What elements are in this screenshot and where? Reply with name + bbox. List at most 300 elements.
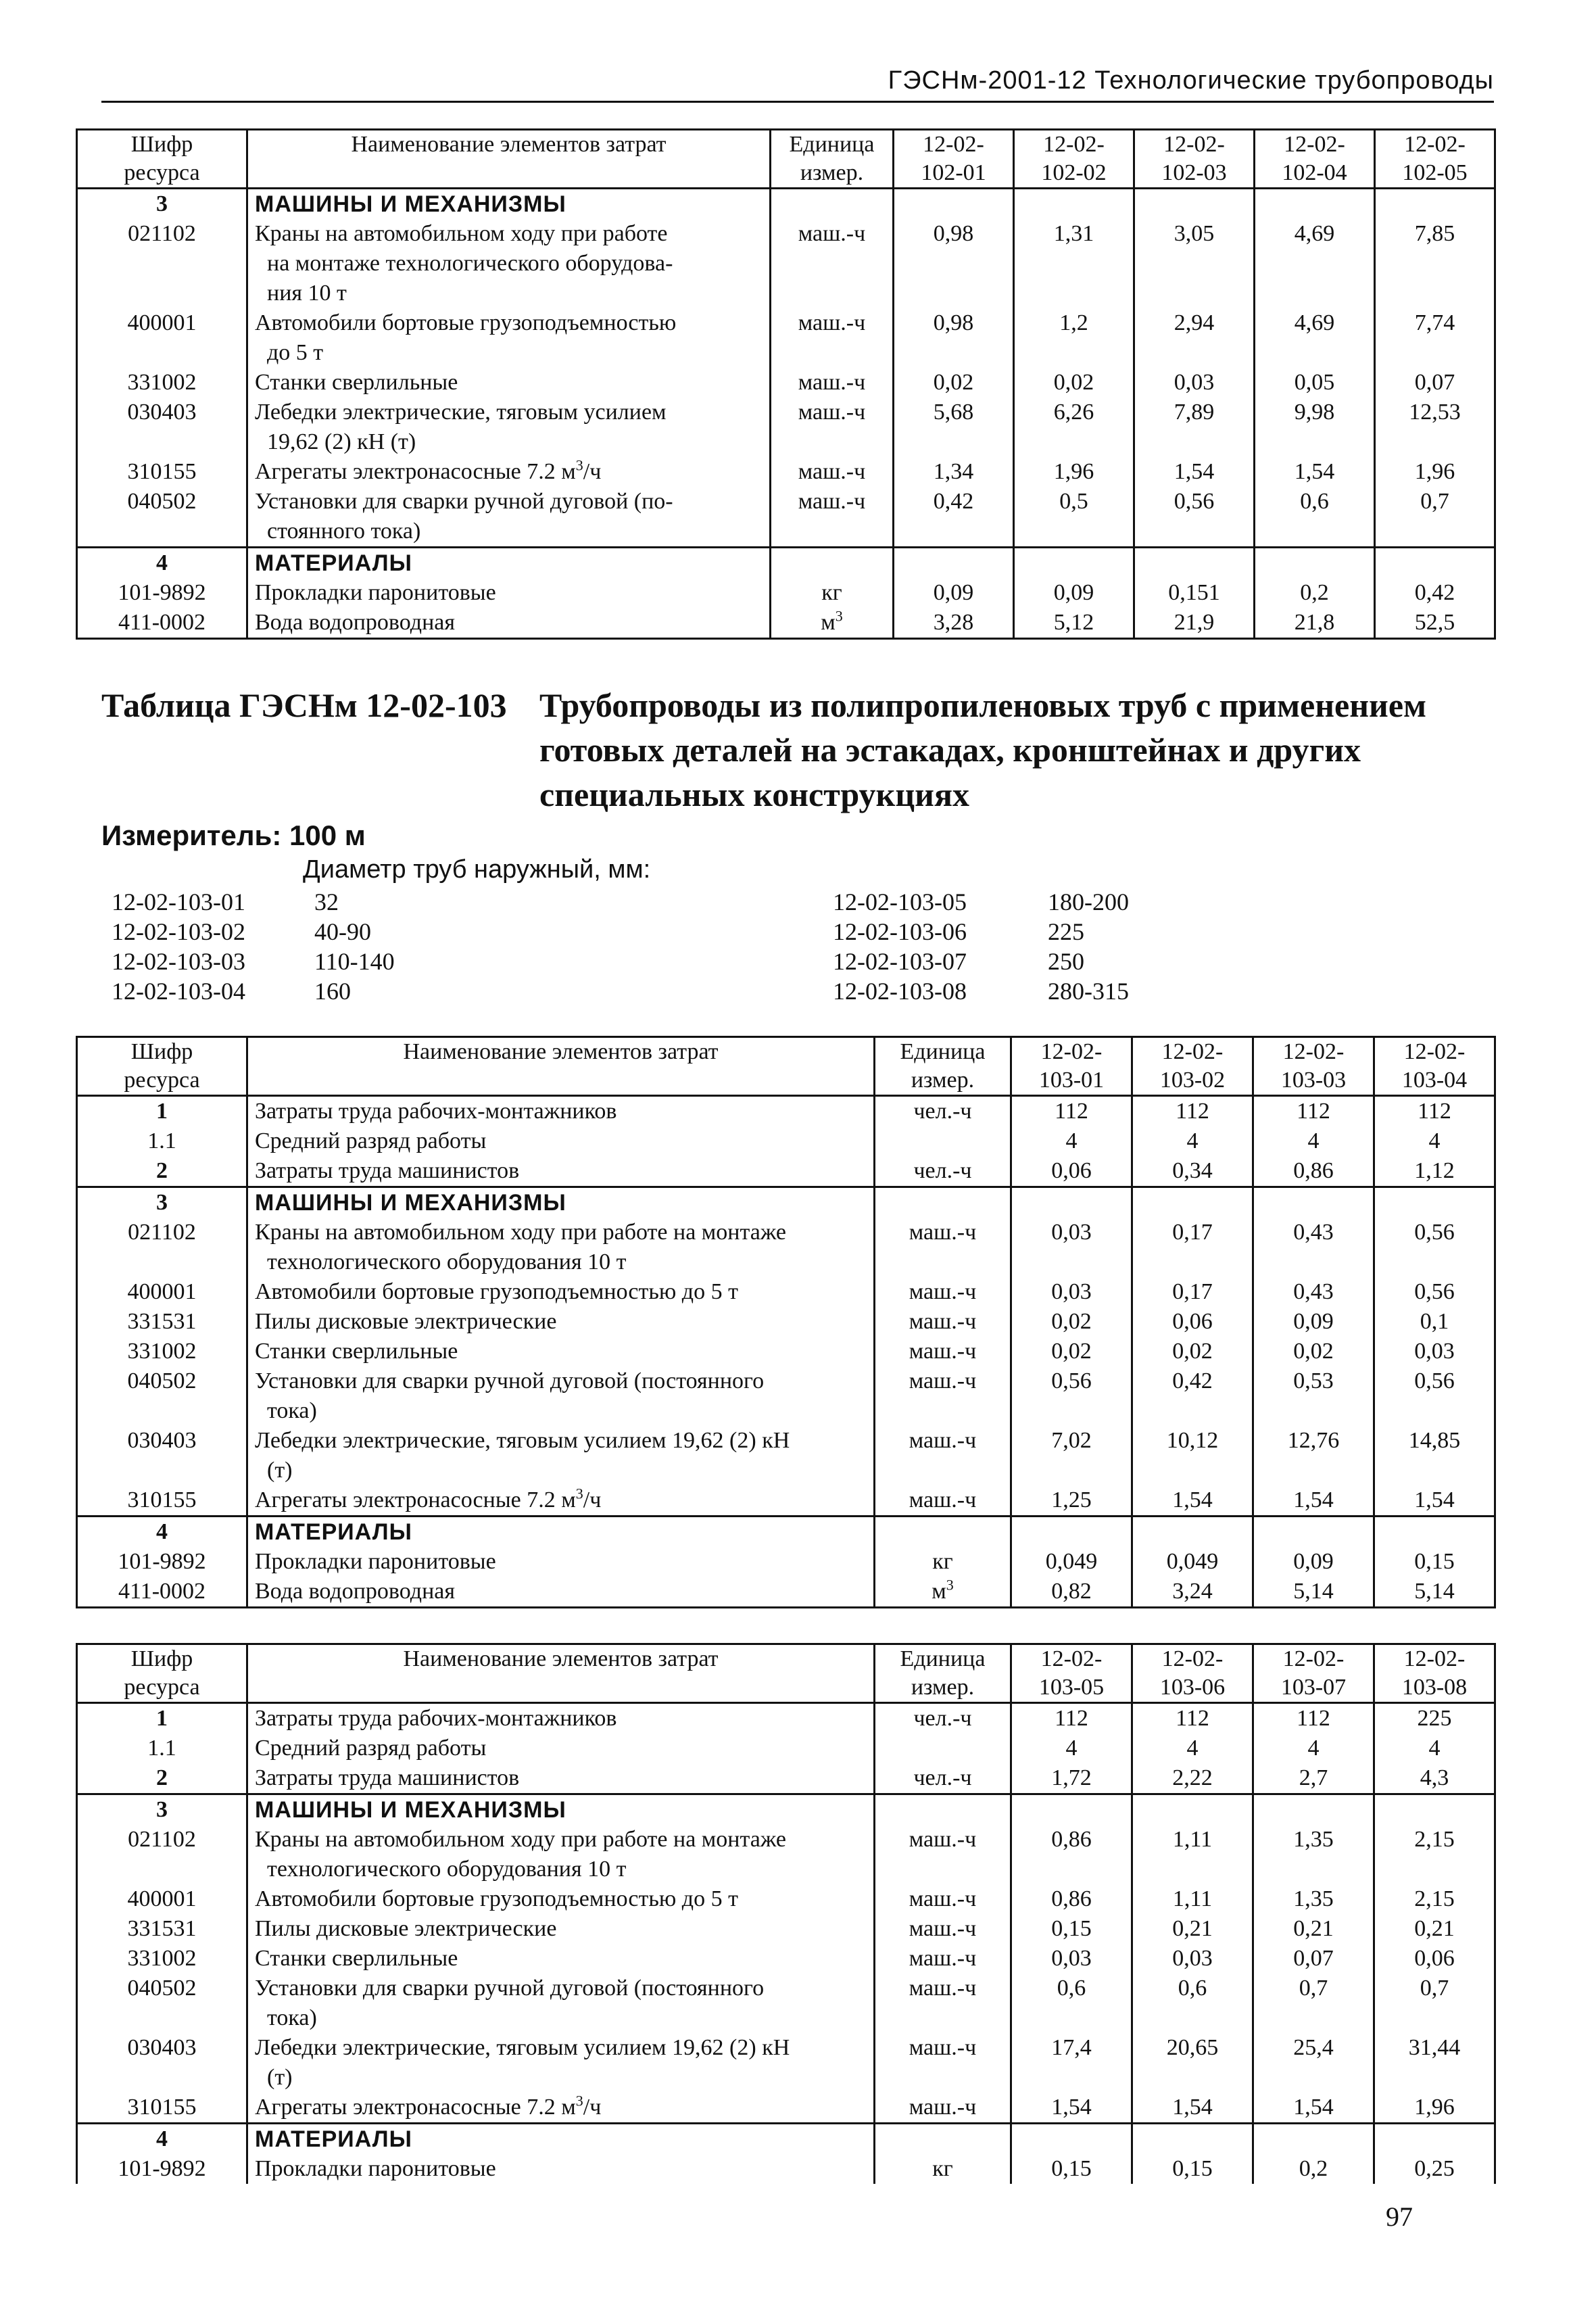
- cost-element-name: [247, 1517, 875, 1548]
- cost-element-name: [247, 1277, 875, 1307]
- column-header: [1375, 130, 1495, 189]
- value-cell: 1,54: [1374, 1485, 1495, 1517]
- diameter-list-left: [112, 887, 585, 1009]
- resource-code: 021102: [77, 1825, 247, 1884]
- value-cell: 5,14: [1253, 1577, 1374, 1608]
- unit-cell: [875, 1218, 1011, 1277]
- superscript: 3: [575, 1485, 583, 1502]
- value-cell: 7,89: [1134, 398, 1255, 457]
- column-header-line: 12-02-: [1163, 132, 1225, 157]
- column-header-line: 103-04: [1401, 1068, 1468, 1093]
- cost-element-continuation: стоянного тока): [267, 519, 421, 544]
- empty-cell: [1014, 548, 1134, 579]
- cost-element-name: [247, 1703, 875, 1734]
- resource-code: 400001: [77, 1277, 247, 1307]
- column-header-line: 102-03: [1161, 160, 1227, 185]
- value-cell: 5,68: [894, 398, 1014, 457]
- resource-code: 1: [77, 1703, 247, 1734]
- cost-element-text: Вода водопроводная: [255, 1579, 455, 1604]
- table-row: [77, 1485, 1495, 1517]
- cost-element-name: [247, 1914, 875, 1944]
- value-cell: 6,26: [1014, 398, 1134, 457]
- unit-text: маш.-ч: [798, 370, 866, 395]
- value-cell: 0,86: [1253, 1156, 1374, 1187]
- table-row: [77, 1974, 1495, 2033]
- cost-element-name: [247, 189, 771, 220]
- resource-code: 030403: [77, 1426, 247, 1485]
- column-header-line: Единица: [900, 1039, 986, 1064]
- value-cell: 112: [1011, 1703, 1132, 1734]
- table-title-line: Трубопроводы из полипропиленовых труб с применением: [539, 686, 1427, 724]
- resource-code: 3: [77, 1187, 247, 1218]
- value-cell: 0,56: [1134, 487, 1255, 548]
- cost-element-text: Затраты труда машинистов: [255, 1158, 520, 1183]
- value-cell: 1,2: [1014, 308, 1134, 368]
- value-cell: 1,96: [1374, 2093, 1495, 2124]
- table-row: [77, 1763, 1495, 1794]
- cost-element-name: [247, 1734, 875, 1763]
- unit-text: кг: [932, 2156, 953, 2181]
- cost-element-text: Станки сверлильные: [255, 1946, 458, 1971]
- unit-cell: [875, 1096, 1011, 1127]
- cost-element-text: Прокладки паронитовые: [255, 580, 496, 605]
- value-cell: 0,06: [1132, 1307, 1253, 1337]
- value-cell: 0,03: [1132, 1944, 1253, 1974]
- resource-code: 2: [77, 1156, 247, 1187]
- value-cell: 21,9: [1134, 608, 1255, 639]
- column-header-line: Наименование элементов затрат: [403, 1039, 719, 1064]
- empty-cell: [1374, 2124, 1495, 2155]
- table-title-text: [539, 683, 1499, 817]
- value-cell: 1,96: [1014, 457, 1134, 487]
- empty-cell: [1374, 1517, 1495, 1548]
- empty-cell: [1255, 548, 1375, 579]
- resource-code: 331002: [77, 368, 247, 398]
- table-row: [77, 2154, 1495, 2184]
- resource-code: 040502: [77, 1974, 247, 2033]
- value-cell: 0,03: [1374, 1337, 1495, 1366]
- value-cell: 4,69: [1255, 308, 1375, 368]
- column-header: [875, 1037, 1011, 1096]
- cost-element-name: [247, 457, 771, 487]
- column-header: [247, 1644, 875, 1703]
- resource-code: 331531: [77, 1914, 247, 1944]
- value-cell: 112: [1253, 1703, 1374, 1734]
- value-cell: 1,25: [1011, 1485, 1132, 1517]
- cost-element-name: [247, 2124, 875, 2155]
- diameter-code: 12-02-103-07: [833, 948, 967, 975]
- value-cell: 1,12: [1374, 1156, 1495, 1187]
- diameter-title: Диаметр труб наружный, мм:: [303, 855, 651, 884]
- unit-text: чел.-ч: [913, 1158, 972, 1183]
- value-cell: 0,09: [894, 578, 1014, 608]
- diameter-list-right: [833, 887, 1306, 1009]
- empty-cell: [894, 548, 1014, 579]
- column-header-line: ресурса: [124, 1675, 200, 1700]
- table-row: [77, 1366, 1495, 1426]
- unit-cell: [875, 1126, 1011, 1156]
- cost-element-text: МАТЕРИАЛЫ: [255, 1519, 412, 1545]
- unit-cell: [875, 1485, 1011, 1517]
- cost-element-name: [247, 2033, 875, 2093]
- diameter-value: 180-200: [1048, 888, 1129, 915]
- resource-code: 040502: [77, 487, 247, 548]
- value-cell: 0,56: [1374, 1218, 1495, 1277]
- empty-cell: [1011, 1794, 1132, 1825]
- column-header: [247, 1037, 875, 1096]
- column-header: [1134, 130, 1255, 189]
- value-cell: 112: [1253, 1096, 1374, 1127]
- column-header-line: Единица: [789, 132, 875, 157]
- unit-cell: [875, 1914, 1011, 1944]
- cost-element-text: Лебедки электрические, тяговым усилием 19,62 (2) кН: [255, 1428, 790, 1453]
- value-cell: 0,03: [1134, 368, 1255, 398]
- value-cell: 2,15: [1374, 1884, 1495, 1914]
- column-header-line: 103-05: [1038, 1675, 1105, 1700]
- column-header-line: 12-02-: [1403, 1646, 1466, 1671]
- cost-element-name: [247, 1156, 875, 1187]
- value-cell: 4: [1132, 1126, 1253, 1156]
- column-header-line: 12-02-: [1284, 132, 1345, 157]
- empty-cell: [1132, 1187, 1253, 1218]
- cost-element-text: Установки для сварки ручной дуговой (постоянного: [255, 1976, 765, 2001]
- cost-element-continuation: тока): [267, 1398, 317, 1423]
- empty-cell: [1374, 1794, 1495, 1825]
- value-cell: 4: [1253, 1126, 1374, 1156]
- cost-element-name: [247, 1884, 875, 1914]
- cost-element-text: Установки для сварки ручной дуговой (постоянного: [255, 1368, 765, 1393]
- column-header-line: 103-01: [1038, 1068, 1105, 1093]
- column-header: [875, 1644, 1011, 1703]
- unit-cell: [875, 2093, 1011, 2124]
- value-cell: 112: [1374, 1096, 1495, 1127]
- cost-element-continuation: 19,62 (2) кН (т): [267, 429, 416, 454]
- empty-cell: [771, 189, 894, 220]
- value-cell: 1,35: [1253, 1884, 1374, 1914]
- empty-cell: [1255, 189, 1375, 220]
- section-row: [77, 189, 1495, 220]
- value-cell: 4: [1011, 1126, 1132, 1156]
- column-header-line: 12-02-: [1282, 1039, 1345, 1064]
- resource-code: 101-9892: [77, 2154, 247, 2184]
- empty-cell: [1132, 1517, 1253, 1548]
- table-header-row: [77, 1037, 1495, 1096]
- value-cell: 0,98: [894, 308, 1014, 368]
- value-cell: 12,53: [1375, 398, 1495, 457]
- superscript: 3: [575, 2092, 583, 2109]
- table-row: [77, 1577, 1495, 1608]
- value-cell: 2,7: [1253, 1763, 1374, 1794]
- column-header-line: 103-08: [1401, 1675, 1468, 1700]
- unit-cell: [875, 1974, 1011, 2033]
- resource-code: 021102: [77, 1218, 247, 1277]
- column-header: [1253, 1644, 1374, 1703]
- cost-element-name: [247, 1096, 875, 1127]
- value-cell: 0,82: [1011, 1577, 1132, 1608]
- value-cell: 0,56: [1374, 1277, 1495, 1307]
- value-cell: 1,96: [1375, 457, 1495, 487]
- resource-code: 4: [77, 1517, 247, 1548]
- column-header-line: измер.: [911, 1675, 975, 1700]
- cost-element-text: МАШИНЫ И МЕХАНИЗМЫ: [255, 1190, 566, 1216]
- value-cell: 1,54: [1134, 457, 1255, 487]
- unit-text: кг: [821, 580, 842, 605]
- cost-element-text: Затраты труда машинистов: [255, 1765, 520, 1790]
- cost-element-tail: /ч: [583, 2095, 602, 2120]
- value-cell: 112: [1132, 1096, 1253, 1127]
- cost-element-name: [247, 1763, 875, 1794]
- diameter-value: 40-90: [314, 918, 371, 945]
- value-cell: 4: [1253, 1734, 1374, 1763]
- cost-element-text: Станки сверлильные: [255, 1339, 458, 1364]
- value-cell: 12,76: [1253, 1426, 1374, 1485]
- cost-element-text: Лебедки электрические, тяговым усилием: [255, 400, 667, 425]
- value-cell: 4: [1011, 1734, 1132, 1763]
- cost-element-text: Средний разряд работы: [255, 1128, 487, 1153]
- unit-cell: [875, 1944, 1011, 1974]
- resource-code: 4: [77, 2124, 247, 2155]
- table-row: [77, 608, 1495, 639]
- table-row: [77, 578, 1495, 608]
- cost-element-text: Агрегаты электронасосные 7.2 м: [255, 459, 576, 484]
- resource-code: 400001: [77, 308, 247, 368]
- value-cell: 0,15: [1132, 2154, 1253, 2184]
- value-cell: 1,54: [1011, 2093, 1132, 2124]
- table-title-line: готовых деталей на эстакадах, кронштейнах и других: [539, 731, 1361, 769]
- unit-cell: [875, 1703, 1011, 1734]
- resource-code: 2: [77, 1763, 247, 1794]
- value-cell: 0,07: [1253, 1944, 1374, 1974]
- value-cell: 21,8: [1255, 608, 1375, 639]
- value-cell: 0,09: [1253, 1547, 1374, 1577]
- running-header: ГЭСНм-2001-12 Технологические трубопроводы: [101, 66, 1494, 103]
- column-header-line: Шифр: [130, 1646, 193, 1671]
- resource-code: 030403: [77, 398, 247, 457]
- value-cell: 0,03: [1011, 1277, 1132, 1307]
- column-header-line: Наименование элементов затрат: [351, 132, 667, 157]
- value-cell: 31,44: [1374, 2033, 1495, 2093]
- value-cell: 0,09: [1014, 578, 1134, 608]
- cost-element-tail: /ч: [583, 1487, 602, 1512]
- cost-element-text: Прокладки паронитовые: [255, 1549, 496, 1574]
- value-cell: 0,42: [894, 487, 1014, 548]
- cost-element-name: [247, 1547, 875, 1577]
- value-cell: 0,7: [1375, 487, 1495, 548]
- cost-element-name: [247, 1794, 875, 1825]
- cost-element-name: [247, 1307, 875, 1337]
- empty-cell: [1134, 189, 1255, 220]
- table-row: [77, 1703, 1495, 1734]
- empty-cell: [1253, 2124, 1374, 2155]
- column-header-line: 102-04: [1282, 160, 1347, 185]
- diameter-value: 110-140: [314, 948, 395, 975]
- column-header-line: 12-02-: [1043, 132, 1105, 157]
- empty-cell: [1011, 1517, 1132, 1548]
- table-row: [77, 1944, 1495, 1974]
- value-cell: 1,35: [1253, 1825, 1374, 1884]
- unit-text: м: [932, 1579, 946, 1604]
- table-header-row: [77, 130, 1495, 189]
- value-cell: 0,02: [894, 368, 1014, 398]
- resource-code: 1: [77, 1096, 247, 1127]
- table-row: [77, 2033, 1495, 2093]
- value-cell: 0,21: [1374, 1914, 1495, 1944]
- unit-cell: [875, 1763, 1011, 1794]
- column-header: [894, 130, 1014, 189]
- resource-table-103-part2: [76, 1643, 1496, 2184]
- cost-element-text: МАТЕРИАЛЫ: [255, 550, 412, 576]
- column-header: [1132, 1037, 1253, 1096]
- column-header: [771, 130, 894, 189]
- resource-table-102: [76, 128, 1496, 640]
- cost-element-text: Пилы дисковые электрические: [255, 1916, 557, 1941]
- cost-element-text: Затраты труда рабочих-монтажников: [255, 1706, 617, 1731]
- cost-element-continuation: тока): [267, 2005, 317, 2030]
- cost-element-name: [247, 308, 771, 368]
- table-row: [77, 1126, 1495, 1156]
- cost-element-text: Агрегаты электронасосные 7.2 м: [255, 1487, 576, 1512]
- value-cell: 112: [1132, 1703, 1253, 1734]
- value-cell: 1,54: [1253, 1485, 1374, 1517]
- value-cell: 0,049: [1011, 1547, 1132, 1577]
- column-header: [77, 1037, 247, 1096]
- diameter-value: 32: [314, 888, 339, 915]
- cost-element-name: [247, 608, 771, 639]
- cost-element-name: [247, 1218, 875, 1277]
- table-row: [77, 1914, 1495, 1944]
- value-cell: 0,03: [1011, 1944, 1132, 1974]
- empty-cell: [894, 189, 1014, 220]
- unit-text: м: [821, 610, 836, 635]
- empty-cell: [1253, 1187, 1374, 1218]
- unit-text: маш.-ч: [909, 1886, 977, 1911]
- value-cell: 1,54: [1132, 1485, 1253, 1517]
- value-cell: 0,56: [1011, 1366, 1132, 1426]
- resource-code: 040502: [77, 1366, 247, 1426]
- value-cell: 4: [1132, 1734, 1253, 1763]
- cost-element-text: Краны на автомобильном ходу при работе: [255, 221, 668, 246]
- value-cell: 2,94: [1134, 308, 1255, 368]
- cost-element-text: Пилы дисковые электрические: [255, 1309, 557, 1334]
- unit-cell: [875, 1307, 1011, 1337]
- measurement-unit: Измеритель: 100 м: [101, 819, 366, 851]
- cost-element-continuation: (т): [267, 2065, 293, 2090]
- resource-code: 331002: [77, 1944, 247, 1974]
- column-header-line: 103-06: [1159, 1675, 1226, 1700]
- cost-element-text: Вода водопроводная: [255, 610, 455, 635]
- empty-cell: [875, 2124, 1011, 2155]
- column-header-line: ресурса: [124, 160, 200, 185]
- value-cell: 0,98: [894, 219, 1014, 308]
- value-cell: 0,2: [1255, 578, 1375, 608]
- column-header: [77, 1644, 247, 1703]
- value-cell: 0,6: [1255, 487, 1375, 548]
- value-cell: 5,12: [1014, 608, 1134, 639]
- resource-code: 1.1: [77, 1734, 247, 1763]
- table-row: [77, 1156, 1495, 1187]
- table-row: [77, 1734, 1495, 1763]
- value-cell: 0,15: [1374, 1547, 1495, 1577]
- section-row: [77, 1187, 1495, 1218]
- value-cell: 20,65: [1132, 2033, 1253, 2093]
- unit-text: маш.-ч: [909, 1976, 977, 2001]
- value-cell: 0,43: [1253, 1218, 1374, 1277]
- cost-element-continuation: технологического оборудования 10 т: [267, 1249, 627, 1274]
- value-cell: 1,11: [1132, 1825, 1253, 1884]
- superscript: 3: [575, 456, 583, 474]
- cost-element-name: [247, 1126, 875, 1156]
- value-cell: 0,15: [1011, 1914, 1132, 1944]
- column-header-line: Наименование элементов затрат: [403, 1646, 719, 1671]
- empty-cell: [1253, 1794, 1374, 1825]
- unit-text: маш.-ч: [909, 1916, 977, 1941]
- cost-element-name: [247, 2154, 875, 2184]
- resource-code: 310155: [77, 2093, 247, 2124]
- section-row: [77, 1794, 1495, 1825]
- unit-text: маш.-ч: [909, 1309, 977, 1334]
- cost-element-text: Автомобили бортовые грузоподъемностью до 5 т: [255, 1886, 738, 1911]
- value-cell: 1,72: [1011, 1763, 1132, 1794]
- column-header-line: 12-02-: [1161, 1039, 1224, 1064]
- empty-cell: [1132, 2124, 1253, 2155]
- diameter-code: 12-02-103-01: [112, 888, 245, 915]
- section-row: [77, 2124, 1495, 2155]
- resource-code: 101-9892: [77, 578, 247, 608]
- unit-cell: [771, 578, 894, 608]
- table-row: [77, 1307, 1495, 1337]
- column-header-line: Единица: [900, 1646, 986, 1671]
- cost-element-name: [247, 1974, 875, 2033]
- column-header: [1255, 130, 1375, 189]
- column-header-line: 103-03: [1280, 1068, 1347, 1093]
- unit-cell: [875, 1734, 1011, 1763]
- value-cell: 0,02: [1014, 368, 1134, 398]
- unit-text: маш.-ч: [909, 1220, 977, 1245]
- unit-text: маш.-ч: [798, 221, 866, 246]
- unit-cell: [875, 2033, 1011, 2093]
- value-cell: 0,86: [1011, 1884, 1132, 1914]
- cost-element-text: Средний разряд работы: [255, 1736, 487, 1761]
- table-row: [77, 1218, 1495, 1277]
- value-cell: 0,151: [1134, 578, 1255, 608]
- empty-cell: [1011, 2124, 1132, 2155]
- resource-code: 331002: [77, 1337, 247, 1366]
- cost-element-name: [247, 1187, 875, 1218]
- value-cell: 3,05: [1134, 219, 1255, 308]
- value-cell: 7,74: [1375, 308, 1495, 368]
- value-cell: 2,15: [1374, 1825, 1495, 1884]
- table-header-row: [77, 1644, 1495, 1703]
- unit-cell: [875, 1366, 1011, 1426]
- value-cell: 7,85: [1375, 219, 1495, 308]
- table-title-line: специальных конструкциях: [539, 775, 970, 813]
- empty-cell: [1132, 1794, 1253, 1825]
- value-cell: 0,42: [1132, 1366, 1253, 1426]
- resource-code: 4: [77, 548, 247, 579]
- unit-text: маш.-ч: [798, 489, 866, 514]
- value-cell: 0,5: [1014, 487, 1134, 548]
- unit-text: маш.-ч: [909, 1339, 977, 1364]
- column-header: [1253, 1037, 1374, 1096]
- value-cell: 0,1: [1374, 1307, 1495, 1337]
- resource-code: 021102: [77, 219, 247, 308]
- value-cell: 4,3: [1374, 1763, 1495, 1794]
- value-cell: 0,25: [1374, 2154, 1495, 2184]
- resource-code: 3: [77, 189, 247, 220]
- table-row: [77, 368, 1495, 398]
- unit-cell: [875, 1277, 1011, 1307]
- page-number: 97: [1386, 2201, 1413, 2232]
